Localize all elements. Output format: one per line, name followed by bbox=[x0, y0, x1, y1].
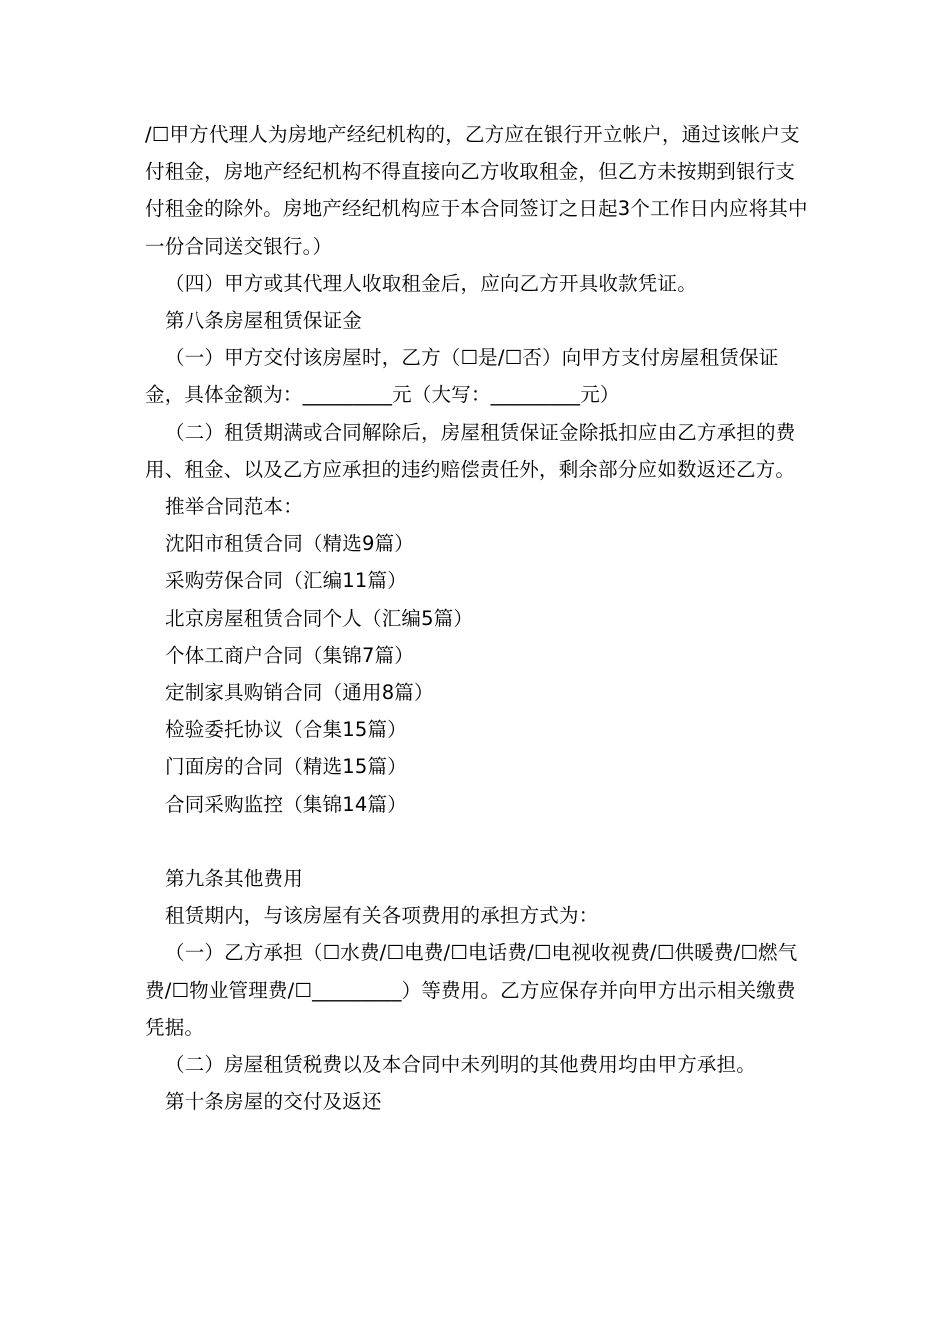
article-10-heading: 第十条房屋的交付及返还 bbox=[165, 1090, 382, 1114]
recommended-template-link[interactable]: 采购劳保合同（汇编11篇） bbox=[165, 569, 407, 593]
recommended-template-link[interactable]: 定制家具购销合同（通用8篇） bbox=[165, 681, 434, 705]
recommended-template-link[interactable]: 北京房屋租赁合同个人（汇编5篇） bbox=[165, 606, 474, 630]
paragraph-tenant-fees: （一）乙方承担（☐水费/☐电费/☐电话费/☐电视收视费/☐供暖费/☐燃气费/☐物业管理费/☐_________）等费用。乙方应保存并向甲方出示相关缴费凭据。 bbox=[145, 941, 798, 1039]
paragraph-agent-bank-account: /☐甲方代理人为房地产经纪机构的，乙方应在银行开立帐户，通过该帐户支付租金，房地产经纪机构不得直接向乙方收取租金，但乙方未按期到银行支付租金的除外。房地产经纪机构应于本合同签订之日起3个工作日内应将其中一份合同送交银行。） bbox=[145, 123, 808, 258]
blank-line bbox=[145, 823, 810, 860]
paragraph-deposit-amount: （一）甲方交付该房屋时，乙方（☐是/☐否）向甲方支付房屋租赁保证金，具体金额为：_________元（大写：_________元） bbox=[145, 346, 779, 407]
paragraph-deposit-return: （二）租赁期满或合同解除后，房屋租赁保证金除抵扣应由乙方承担的费用、租金、以及乙方应承担的违约赔偿责任外，剩余部分应如数返还乙方。 bbox=[145, 420, 796, 481]
recommended-templates-heading: 推举合同范本： bbox=[165, 495, 303, 519]
recommended-template-link[interactable]: 沈阳市租赁合同（精选9篇） bbox=[165, 532, 415, 556]
recommended-template-link[interactable]: 合同采购监控（集锦14篇） bbox=[165, 792, 407, 816]
paragraph-landlord-fees: （二）房屋租赁税费以及本合同中未列明的其他费用均由甲方承担。 bbox=[165, 1053, 757, 1077]
paragraph-fees-intro: 租赁期内，与该房屋有关各项费用的承担方式为： bbox=[165, 904, 599, 928]
article-8-heading: 第八条房屋租赁保证金 bbox=[165, 309, 363, 333]
recommended-template-link[interactable]: 门面房的合同（精选15篇） bbox=[165, 755, 407, 779]
recommended-template-link[interactable]: 检验委托协议（合集15篇） bbox=[165, 718, 407, 742]
recommended-template-link[interactable]: 个体工商户合同（集锦7篇） bbox=[165, 643, 415, 667]
document-body bbox=[145, 116, 810, 1120]
article-9-heading: 第九条其他费用 bbox=[165, 867, 303, 891]
paragraph-rent-receipt: （四）甲方或其代理人收取租金后，应向乙方开具收款凭证。 bbox=[165, 271, 697, 295]
